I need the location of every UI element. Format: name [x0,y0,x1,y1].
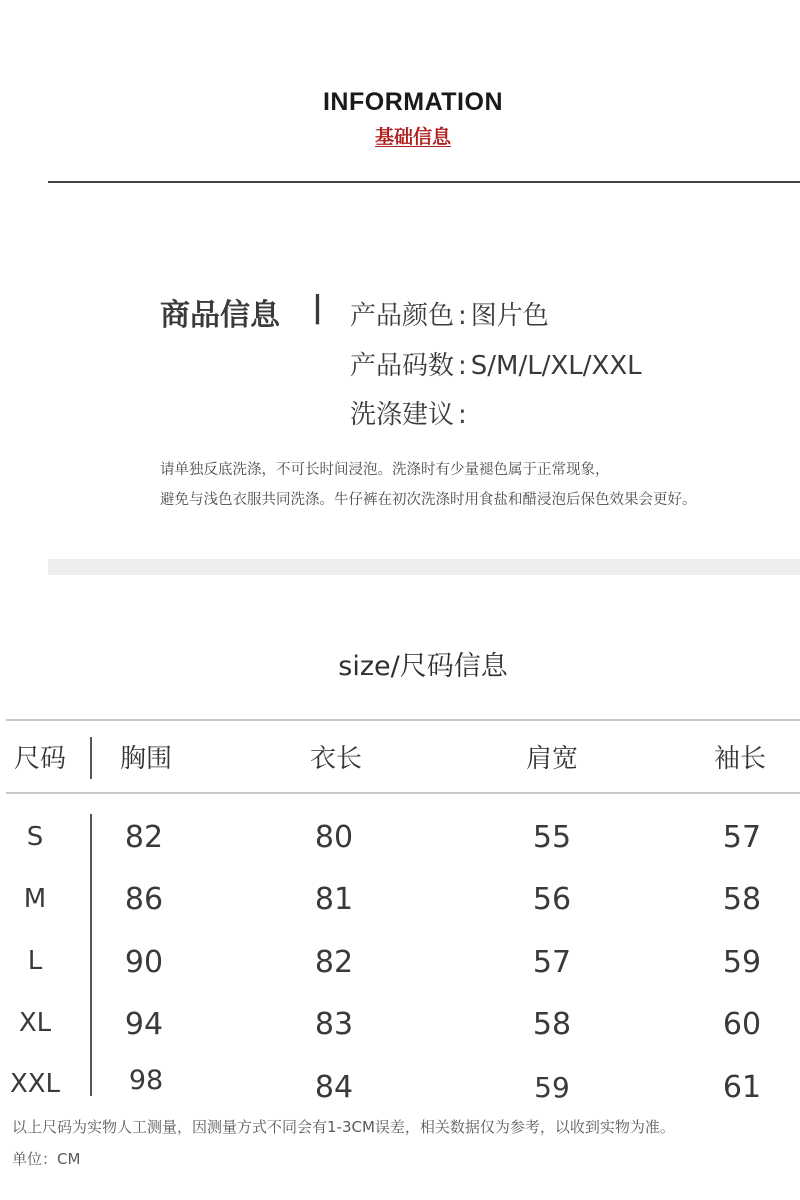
section-divider-band [48,559,800,575]
table-cell-chest: 94 [124,1007,164,1042]
table-cell-shoulder: 56 [532,882,572,917]
unit-note: 单位：CM [12,1150,81,1168]
table-cell-sleeve: 60 [722,1007,762,1042]
wash-advice-colon: : [458,400,467,430]
body-vertical-divider [90,814,92,1096]
table-top-rule [6,719,800,721]
row-size-label: S [26,822,44,852]
size-section-title: size/尺码信息 [338,651,508,682]
header-vertical-divider [90,737,92,779]
product-size-colon: : [458,351,467,381]
row-size-label: L [27,946,43,976]
header-title-en: INFORMATION [322,88,503,116]
column-header-size: 尺码 [14,744,67,774]
table-cell-chest: 82 [124,820,164,855]
column-header-sleeve: 袖长 [714,744,767,774]
table-cell-length: 80 [314,820,354,855]
table-cell-shoulder: 58 [532,1007,572,1042]
column-header-shoulder: 肩宽 [526,744,579,774]
table-cell-chest: 86 [124,882,164,917]
row-size-label: XL [18,1008,52,1038]
wash-note-line-2: 避免与浅色衣服共同洗涤。牛仔裤在初次洗涤时用食盐和醋浸泡后保色效果会更好。 [160,492,697,508]
product-size-line [350,345,642,382]
table-cell-shoulder: 57 [532,945,572,980]
table-cell-shoulder: 55 [532,820,572,855]
table-cell-length: 82 [314,945,354,980]
table-header-rule [6,792,800,794]
product-color-line [350,295,549,332]
header-title-cn: 基础信息 [374,126,451,148]
wash-note-line-1: 请单独反底洗涤，不可长时间浸泡。洗涤时有少量褪色属于正常现象， [160,462,610,478]
product-color-colon: : [458,301,467,331]
header-divider [48,181,800,183]
wash-advice-label: 洗涤建议 [350,400,455,430]
product-size-label: 产品码数 [350,351,455,381]
table-cell-sleeve: 58 [722,882,762,917]
table-cell-chest: 90 [124,945,164,980]
row-size-label: M [23,884,47,914]
table-cell-length: 84 [314,1070,354,1105]
measurement-footnote: 以上尺码为实物人工测量，因测量方式不同会有1-3CM误差，相关数据仅为参考，以收到实物为准。 [12,1118,675,1136]
column-header-chest: 胸围 [120,744,173,774]
table-cell-length: 83 [314,1007,354,1042]
table-cell-sleeve: 57 [722,820,762,855]
column-header-length: 衣长 [310,744,363,774]
table-cell-sleeve: 59 [722,945,762,980]
table-cell-sleeve: 61 [722,1070,762,1105]
table-cell-shoulder: 59 [534,1071,570,1104]
product-info-heading: 商品信息 [160,298,280,333]
row-size-label: XXL [9,1069,61,1099]
product-color-label: 产品颜色 [350,301,455,331]
table-cell-length: 81 [314,882,354,917]
table-cell-chest: 98 [128,1065,164,1096]
product-info-separator: | [312,290,323,325]
product-size-value: S/M/L/XL/XXL [470,351,642,381]
wash-advice-line [350,394,471,431]
product-color-value: 图片色 [470,301,549,331]
